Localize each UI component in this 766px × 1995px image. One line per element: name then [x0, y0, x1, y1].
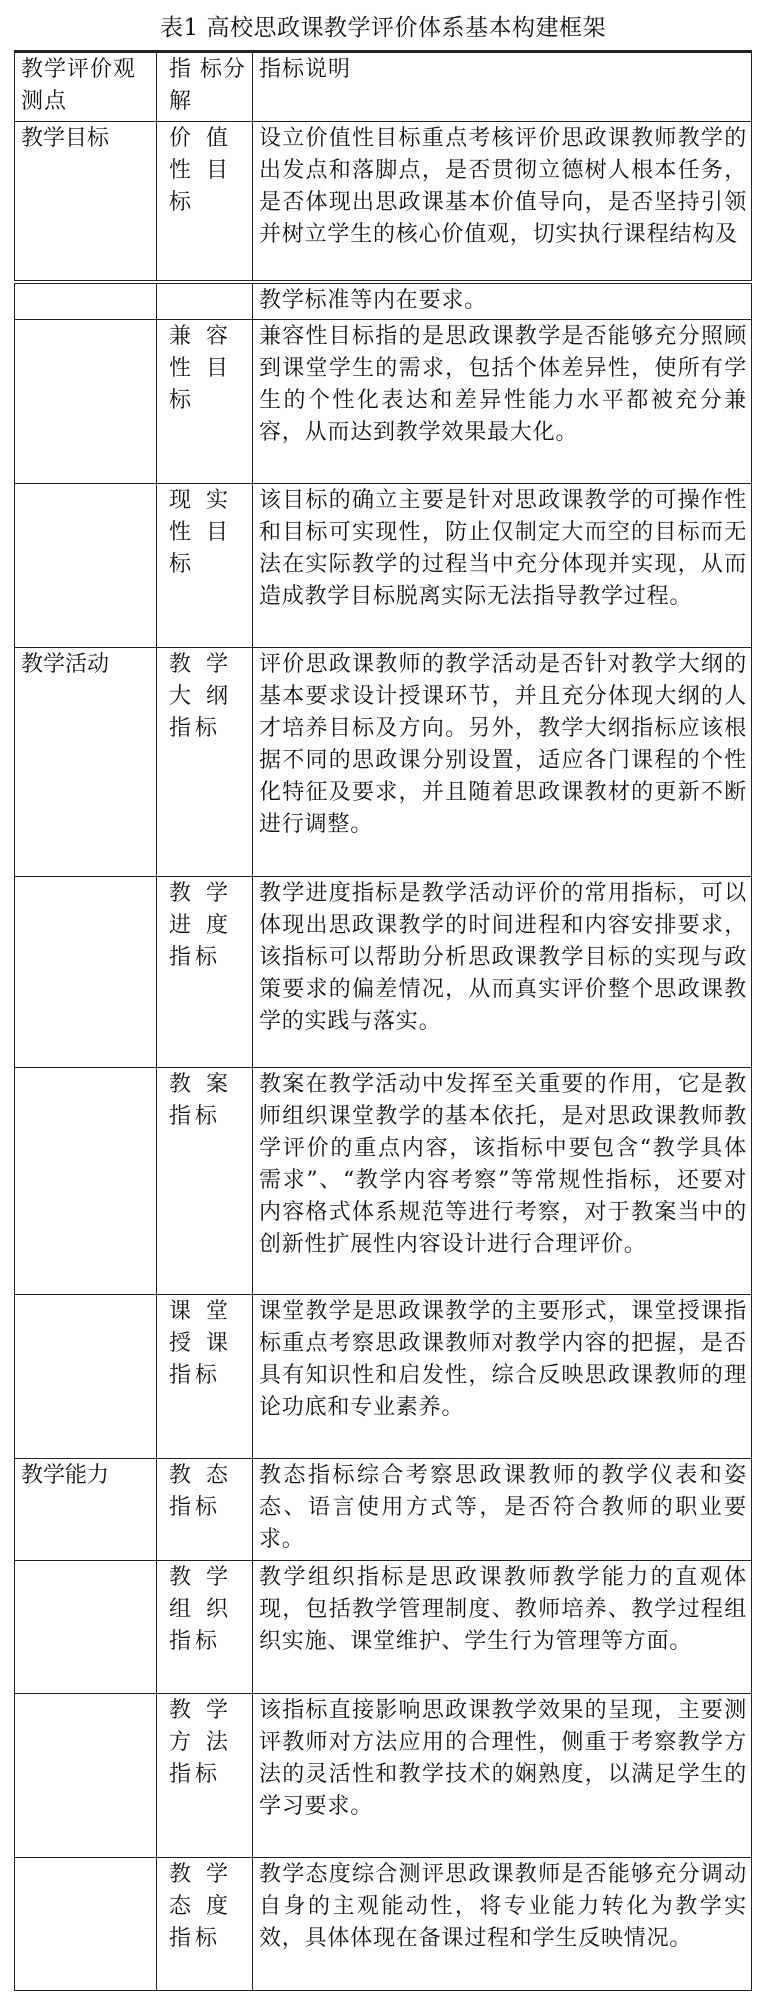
description-cell: 设立价值性目标重点考核评价思政课教师教学的出发点和落脚点，是否贯彻立德树人根本任务，是否体现出思政课基本价值导向，是否坚持引领并树立学生的核心价值观，切实执行课程结构及 — [253, 122, 752, 282]
table-row — [15, 1561, 752, 1694]
header-dimension: 教学评价观测点 — [15, 52, 157, 122]
table-row — [15, 282, 752, 320]
description-cell: 教学进度指标是教学活动评价的常用指标，可以体现出思政课教学的时间进程和内容安排要求，该指标可以帮助分析思政课教学目标的实现与政策要求的偏差情况，从而真实评价整个思政课教学的实践与落实。 — [253, 877, 752, 1068]
evaluation-framework-table — [14, 50, 752, 1991]
description-cell: 教学标准等内在要求。 — [253, 282, 752, 320]
description-cell: 课堂教学是思政课教学的主要形式，课堂授课指标重点考察思政课教师对教学内容的把握，是否具有知识性和启发性，综合反映思政课教师的理论功底和专业素养。 — [253, 1295, 752, 1459]
dimension-cell — [15, 282, 157, 320]
table-row — [15, 1858, 752, 1991]
table-row — [15, 320, 752, 484]
description-cell: 教学组织指标是思政课教师教学能力的直观体现，包括教学管理制度、教师培养、教学过程组织实施、课堂维护、学生行为管理等方面。 — [253, 1561, 752, 1694]
indicator-cell: 教 学大 纲指标 — [157, 648, 253, 877]
description-cell: 教案在教学活动中发挥至关重要的作用，它是教师组织课堂教学的基本依托，是对思政课教师教学评价的重点内容，该指标中要包含“教学具体需求”、“教学内容考察”等常规性指标，还要对内容格式体系规范等进行考察，对于教案当中的创新性扩展性内容设计进行合理评价。 — [253, 1068, 752, 1295]
dimension-cell: 教学活动 — [15, 648, 157, 877]
dimension-cell — [15, 877, 157, 1068]
indicator-cell: 课 堂授 课指标 — [157, 1295, 253, 1459]
table-row — [15, 122, 752, 282]
indicator-cell: 教 态指标 — [157, 1459, 253, 1561]
indicator-cell: 现 实性 目标 — [157, 484, 253, 648]
dimension-cell — [15, 1561, 157, 1694]
table-row — [15, 484, 752, 648]
dimension-cell — [15, 1068, 157, 1295]
description-cell: 该目标的确立主要是针对思政课教学的可操作性和目标可实现性，防止仅制定大而空的目标而无法在实际教学的过程当中充分体现并实现，从而造成教学目标脱离实际无法指导教学过程。 — [253, 484, 752, 648]
table-row — [15, 1068, 752, 1295]
dimension-cell — [15, 320, 157, 484]
description-cell: 教态指标综合考察思政课教师的教学仪表和姿态、语言使用方式等，是否符合教师的职业要求。 — [253, 1459, 752, 1561]
table-row — [15, 1694, 752, 1858]
table-row — [15, 1295, 752, 1459]
table-row — [15, 1459, 752, 1561]
dimension-cell — [15, 1295, 157, 1459]
indicator-cell: 教 学进 度指标 — [157, 877, 253, 1068]
dimension-cell — [15, 1694, 157, 1858]
table-row — [15, 877, 752, 1068]
table-header-row — [15, 52, 752, 122]
dimension-cell: 教学能力 — [15, 1459, 157, 1561]
indicator-cell — [157, 282, 253, 320]
indicator-cell: 教 案指标 — [157, 1068, 253, 1295]
header-description: 指标说明 — [253, 52, 752, 122]
description-cell: 兼容性目标指的是思政课教学是否能够充分照顾到课堂学生的需求，包括个体差异性，使所有学生的个性化表达和差异性能力水平都被充分兼容，从而达到教学效果最大化。 — [253, 320, 752, 484]
description-cell: 该指标直接影响思政课教学效果的呈现，主要测评教师对方法应用的合理性，侧重于考察教学方法的灵活性和教学技术的娴熟度，以满足学生的学习要求。 — [253, 1694, 752, 1858]
description-cell: 评价思政课教师的教学活动是否针对教学大纲的基本要求设计授课环节，并且充分体现大纲的人才培养目标及方向。另外，教学大纲指标应该根据不同的思政课分别设置，适应各门课程的个性化特征及要求，并且随着思政课教材的更新不断进行调整。 — [253, 648, 752, 877]
indicator-cell: 价 值性 目标 — [157, 122, 253, 282]
dimension-cell: 教学目标 — [15, 122, 157, 282]
description-cell: 教学态度综合测评思政课教师是否能够充分调动自身的主观能动性，将专业能力转化为教学实效，具体体现在备课过程和学生反映情况。 — [253, 1858, 752, 1991]
indicator-cell: 教 学组 织指标 — [157, 1561, 253, 1694]
dimension-cell — [15, 1858, 157, 1991]
table-caption: 表1 高校思政课教学评价体系基本构建框架 — [160, 15, 606, 41]
header-indicator: 指 标分解 — [157, 52, 253, 122]
indicator-cell: 兼 容性 目标 — [157, 320, 253, 484]
table-row — [15, 648, 752, 877]
indicator-cell: 教 学态 度指标 — [157, 1858, 253, 1991]
dimension-cell — [15, 484, 157, 648]
indicator-cell: 教 学方 法指标 — [157, 1694, 253, 1858]
